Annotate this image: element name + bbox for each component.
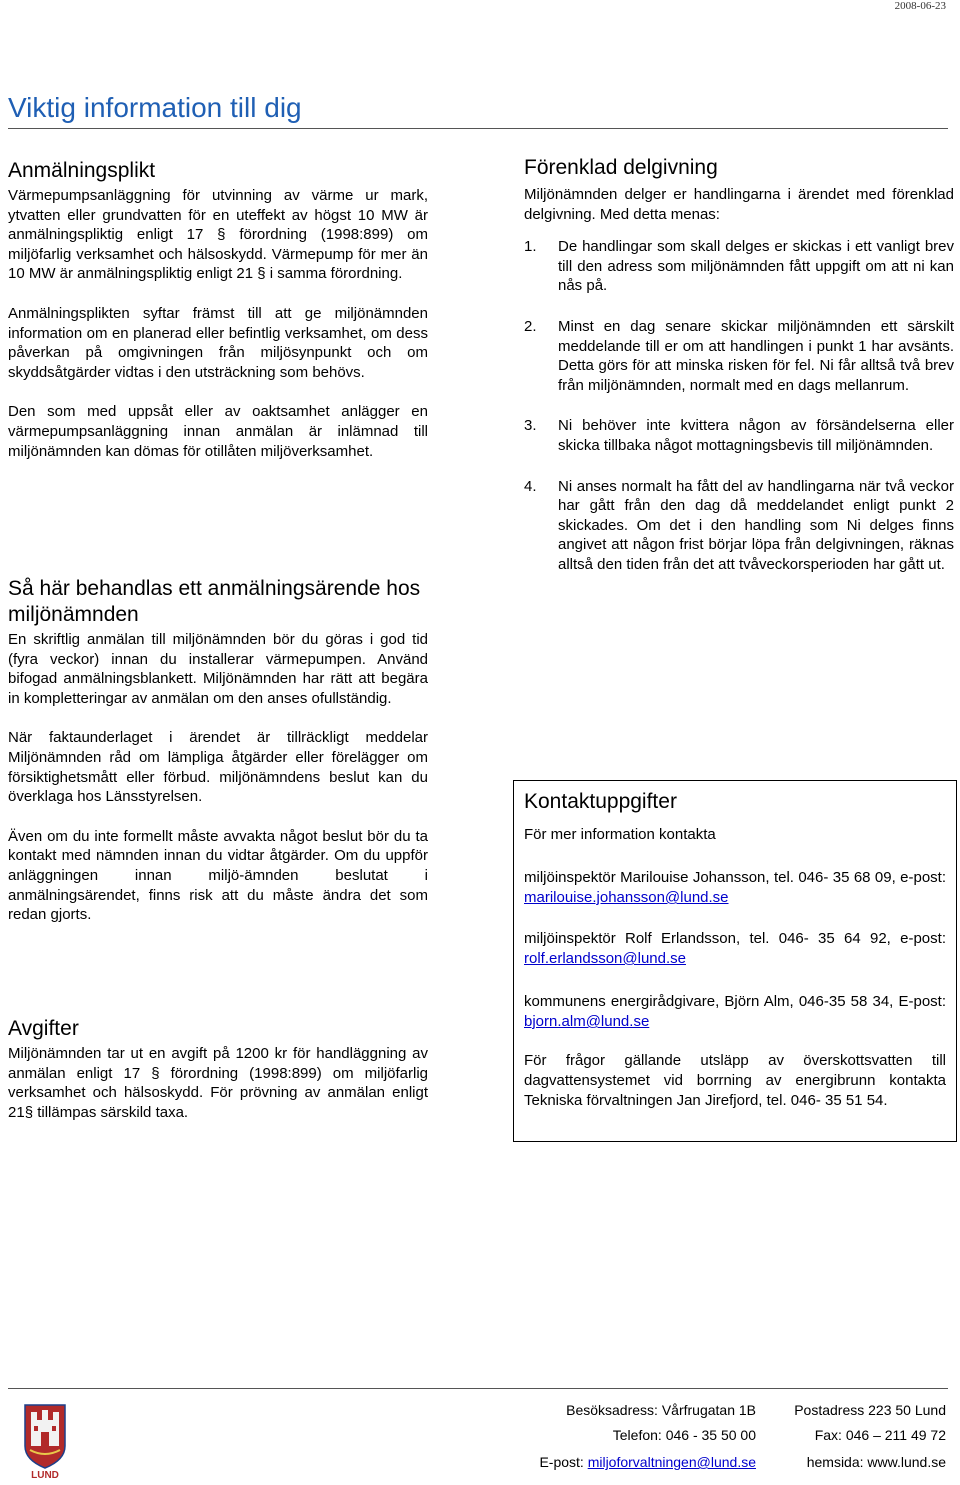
footer-email: E-post: miljoforvaltningen@lund.se — [539, 1454, 756, 1470]
footer-fax: Fax: 046 – 211 49 72 — [814, 1427, 946, 1443]
paragraph: Även om du inte formellt måste avvakta något beslut bör du ta kontakt med nämnden innan du vidtar åtgärder. Om du uppför anläggningen innan miljö-ämnden beslutat i anmälningsärendet, finns risk att du måste ändra det som redan gjorts. — [8, 827, 428, 924]
email-link[interactable]: bjorn.alm@lund.se — [524, 1013, 650, 1030]
contact-entry: För frågor gällande utsläpp av överskottsvatten till dagvattensystemet vid borrning av energibrunn kontakta Tekniska förvaltningen Jan Jirefjord, tel. 046- 35 51 54. — [524, 1052, 946, 1109]
section-heading: Kontaktuppgifter — [524, 790, 677, 813]
list-item: 1. De handlingar som skall delges er skickas i ett vanligt brev till den adress som miljönämnden fått uppgift om att ni kan nås på. — [524, 238, 954, 295]
section-anmalningsplikt — [8, 158, 428, 461]
section-sign: § — [257, 265, 266, 283]
section-forenklad-delgivning — [524, 155, 954, 575]
paragraph: Värmepumpsanläggning för utvinning av värme ur mark, ytvatten eller grundvatten för en uteffekt av högst 10 MW är anmälningspliktig enligt 17 § förordning (1998:899) om miljöfarlig verksamhet och hälsoskydd. Värmepump för mer än 10 MW är anmälningspliktig enligt 21 § i samma förordning. — [8, 187, 429, 283]
page-title: Viktig information till dig — [8, 92, 302, 123]
document-date: 2008-06-23 — [894, 0, 946, 12]
paragraph: Miljönämnden tar ut en avgift på 1200 kr för handläggning av anmälan enligt 17 § förordning (1998:899) om miljöfarlig verksamhet och hälsoskydd. För prövning av anmälan enligt 21§ tillämpas särskild taxa. — [8, 1045, 429, 1121]
contact-intro: För mer information kontakta — [524, 826, 716, 843]
logo-text: LUND — [31, 1470, 59, 1480]
footer-website: hemsida: www.lund.se — [806, 1454, 946, 1470]
contact-entry: miljöinspektör Rolf Erlandsson, tel. 046- 35 64 92, e-post: rolf.erlandsson@lund.se — [524, 930, 946, 967]
section-heading: Avgifter — [8, 1017, 79, 1040]
email-link[interactable]: marilouise.johansson@lund.se — [524, 889, 729, 906]
section-heading: Förenklad delgivning — [524, 156, 718, 179]
section-behandlas — [8, 576, 428, 925]
section-sign: § — [217, 226, 226, 244]
paragraph: Den som med uppsåt eller av oaktsamhet anlägger en värmepumpsanläggning innan anmälan är inlämnad till miljönämnden kan dömas för otillåten miljöverksamhet. — [8, 403, 428, 460]
section-sign: § — [24, 1103, 34, 1121]
contact-entry: miljöinspektör Marilouise Johansson, tel. 046- 35 68 09, e-post: marilouise.johansson@lund.se — [524, 869, 946, 906]
list-item: 2. Minst en dag senare skickar miljönämnden ett särskilt meddelande till er om att handlingen i punkt 1 har avsänts. Detta görs för att minska risken för fel. Ni får alltså två brev från miljönämnden, normalt med en dags mellanrum. — [524, 317, 954, 394]
title-divider — [8, 128, 948, 129]
paragraph: En skriftlig anmälan till miljönämnden bör du göras i god tid (fyra veckor) innan du installerar värmepumpen. Använd bifogad anmälningsblankett. Miljönämnden har rätt att begära in kompletteringar av anmälan om den anses ofullständig. — [8, 631, 428, 707]
paragraph: Miljönämnden delger er handlingarna i ärendet med förenklad delgivning. Med detta menas: — [524, 186, 954, 223]
section-heading: Anmälningsplikt — [8, 159, 156, 182]
footer-phone: Telefon: 046 - 35 50 00 — [612, 1427, 756, 1443]
footer-email-link[interactable]: miljoforvaltningen@lund.se — [587, 1454, 756, 1470]
list-item: 3. Ni behöver inte kvittera någon av försändelserna eller skicka tillbaka något mottagningsbevis till miljönämnden. — [524, 417, 954, 454]
section-avgifter — [8, 1016, 428, 1122]
contact-box — [513, 780, 957, 1142]
paragraph: Anmälningsplikten syftar främst till att ge miljönämnden information om en planerad eller befintlig verksamhet, om dess påverkan på omgivningen från miljösynpunkt och om skyddsåtgärder vidtas i den utsträckning som behövs. — [8, 304, 428, 381]
footer-postal-address: Postadress 223 50 Lund — [794, 1402, 946, 1418]
email-link[interactable]: rolf.erlandsson@lund.se — [524, 950, 686, 967]
paragraph: När faktaunderlaget i ärendet är tillräckligt meddelar Miljönämnden råd om lämpliga åtgärder eller förelägger om försiktighetsmått eller förbud. miljönämndens beslut kan du överklaga hos Länsstyrelsen. — [8, 729, 428, 806]
footer-divider — [8, 1388, 948, 1389]
lund-crest-logo — [22, 1402, 68, 1480]
section-heading: Så här behandlas ett anmälningsärende hos miljönämnden — [8, 577, 421, 626]
contact-entry: kommunens energirådgivare, Björn Alm, 046-35 58 34, E-post: bjorn.alm@lund.se — [524, 993, 946, 1030]
list-item: 4. Ni anses normalt ha fått del av handlingarna när två veckor har gått från den dag då meddelandet enligt punkt 2 skickades. Om det i den handling som Ni delges finns angivet att någon frist börjar löpa från delgivningen, räknas alltså den tiden från det att tvåveckorsperioden har gått ut. — [524, 477, 954, 573]
section-sign: § — [151, 1064, 160, 1082]
footer-visit-address: Besöksadress: Vårfrugatan 1B — [566, 1402, 756, 1418]
